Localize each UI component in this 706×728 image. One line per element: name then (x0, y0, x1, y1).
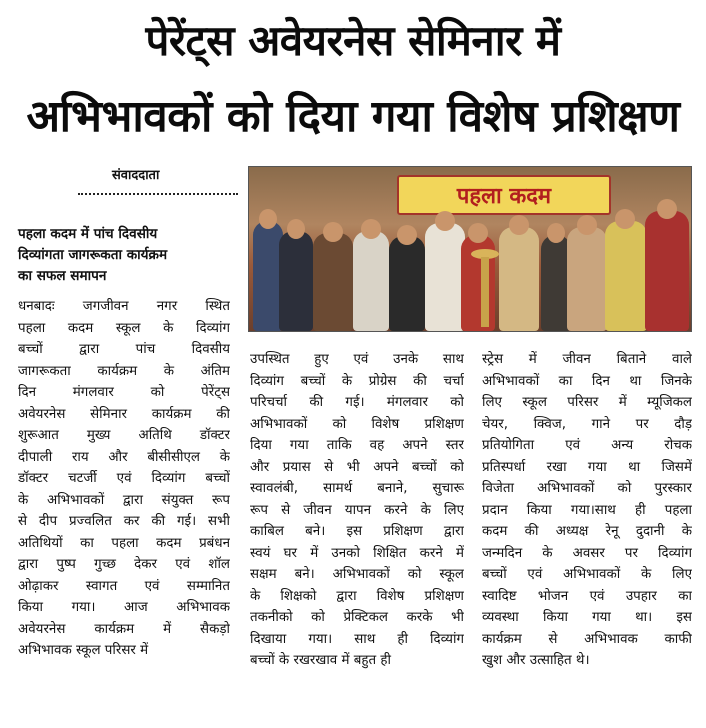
photo-person (645, 211, 689, 331)
photo-person-head (361, 219, 381, 239)
article-line: अतिथियों का पहला कदम प्रबंधन (18, 535, 230, 551)
headline-line-2: अभिभावकों को दिया गया विशेष प्रशिक्षण (26, 91, 680, 142)
article-line: स्वावलंबी, सामर्थ बनाने, सुचारू (250, 481, 464, 496)
subheadline-line: पहला कदम में पांच दिवसीय (18, 226, 158, 242)
article-line: दिखाया गया। साथ ही दिव्यांग (250, 631, 464, 647)
photo-person-head (397, 225, 417, 245)
photo-person (389, 236, 425, 331)
article-line: के शिक्षको द्वारा विशेष प्रशिक्षण (250, 588, 464, 604)
article-line: रूप से जीवन यापन करने के लिए (250, 502, 464, 518)
byline: संवाददाता (112, 168, 160, 183)
article-line: पहला कदम स्कूल के दिव्यांग (18, 320, 230, 336)
photo-person (353, 231, 389, 331)
article-line: के अभिभावकों द्वारा संयुक्त रूप (18, 492, 230, 508)
article-line: उपस्थित हुए एवं उनके साथ (250, 352, 464, 367)
headline-line-1: पेरेंट्स अवेयरनेस सेमिनार में (145, 16, 561, 65)
article-line: अभिभावकों का दिन था जिनके (482, 373, 692, 389)
article-line: जागरूकता कार्यक्रम के अंतिम (18, 363, 230, 379)
subheadline-line: दिव्यांगता जागरूकता कार्यक्रम (18, 247, 168, 263)
photo-person-head (468, 223, 488, 243)
photo-person-head (657, 199, 677, 219)
article-line: व्यवस्था किया गया था। इस (482, 610, 692, 625)
subheadline-line: का सफल समापन (18, 268, 107, 284)
article-line: विजेता अभिभावकों को पुरस्कार (482, 481, 692, 496)
article-line: दिया गया ताकि वह अपने स्तर (250, 438, 464, 453)
photo-person (499, 227, 539, 331)
photo-person (279, 231, 313, 331)
article-line: स्ट्रेस में जीवन बिताने वाले (482, 352, 692, 367)
photo-person (567, 227, 607, 331)
photo-person-head (323, 222, 343, 242)
article-column-2 (250, 349, 464, 672)
article-line: खुश और उत्साहित थे। (482, 653, 590, 668)
article-line: किया गया। आज अभिभावक (18, 600, 230, 615)
article-line: जन्मदिन के अवसर पर दिव्यांग (482, 545, 692, 561)
article-line: स्वादिष्ट भोजन एवं उपहार का (482, 588, 692, 604)
article-line: धनबादः जगजीवन नगर स्थित (18, 299, 230, 314)
article-line: अवेयरनेस कार्यक्रम में सैकड़ो (18, 621, 230, 637)
article-line: प्रतियोगिता एवं अन्य रोचक (482, 438, 692, 453)
photo-person-head (577, 215, 597, 235)
photo-person (425, 223, 465, 331)
article-line: सक्षम बने। अभिभावकों को स्कूल (250, 567, 464, 582)
article-line: लिए स्कूल परिसर में म्यूजिकल (482, 395, 692, 410)
article-line: अवेयरनेस सेमिनार कार्यक्रम की (18, 406, 230, 422)
photo-banner: पहला कदम (397, 175, 611, 215)
article-line: प्रतिस्पर्धा रखा गया था जिसमें (482, 459, 692, 475)
article-line: से दीप प्रज्वलित कर की गई। सभी (18, 514, 230, 529)
article-line: कार्यक्रम से अभिभावक काफी (482, 631, 692, 647)
ceremonial-lamp (481, 257, 489, 327)
article-line: प्रदान किया गया।साथ ही पहला (482, 502, 692, 518)
article-line: दिव्यांग बच्चों के प्रोग्रेस की चर्चा (250, 373, 464, 389)
article-column-1 (18, 296, 230, 662)
article-line: शुरूआत मुख्य अतिथि डॉक्टर (18, 428, 230, 443)
article-line: परिचर्चा की गई। मंगलवार को (250, 395, 464, 410)
article-line: कदम की अध्यक्ष रेनू दुदानी के (482, 524, 692, 539)
byline-divider (78, 193, 238, 195)
photo-person-head (509, 215, 529, 235)
article-line: द्वारा पुष्प गुच्छ देकर एवं शॉल (18, 557, 230, 572)
photo-person (605, 221, 647, 331)
article-line: अभिभावक स्कूल परिसर में (18, 643, 149, 658)
article-line: बच्चों एवं अभिभावकों के लिए (482, 567, 692, 582)
photo-person-head (615, 209, 635, 229)
article-line: अभिभावकों को विशेष प्रशिक्षण (250, 416, 464, 432)
subheadline (18, 224, 230, 287)
article-line: और प्रयास से भी अपने बच्चों को (250, 459, 464, 475)
article-line: काबिल बने। इस प्रशिक्षण द्वारा (250, 524, 464, 539)
article-line: स्वयं घर में उनको शिक्षित करने में (250, 545, 464, 561)
photo-person-head (287, 219, 305, 239)
article-line: तकनीको को प्रेक्टिकल करके भी (250, 610, 464, 625)
photo-person-head (547, 223, 565, 243)
article-line: ओढ़ाकर स्वागत एवं सम्मानित (18, 578, 230, 594)
article-line: बच्चों के रखरखाव में बहुत ही (250, 653, 391, 668)
photo-person (313, 233, 353, 331)
event-photo (248, 166, 692, 332)
article-line: दीपाली राय और बीसीसीएल के (18, 449, 230, 465)
article-line: बच्चों द्वारा पांच दिवसीय (18, 342, 230, 357)
article-line: दिन मंगलवार को पेरेंट्स (18, 385, 230, 400)
photo-person-head (259, 209, 277, 229)
article-line: डॉक्टर चटर्जी एवं दिव्यांग बच्चों (18, 471, 230, 486)
article-line: चेयर, क्विज, गाने पर दौड़ (482, 416, 692, 432)
photo-person-head (435, 211, 455, 231)
article-column-3 (482, 349, 692, 672)
